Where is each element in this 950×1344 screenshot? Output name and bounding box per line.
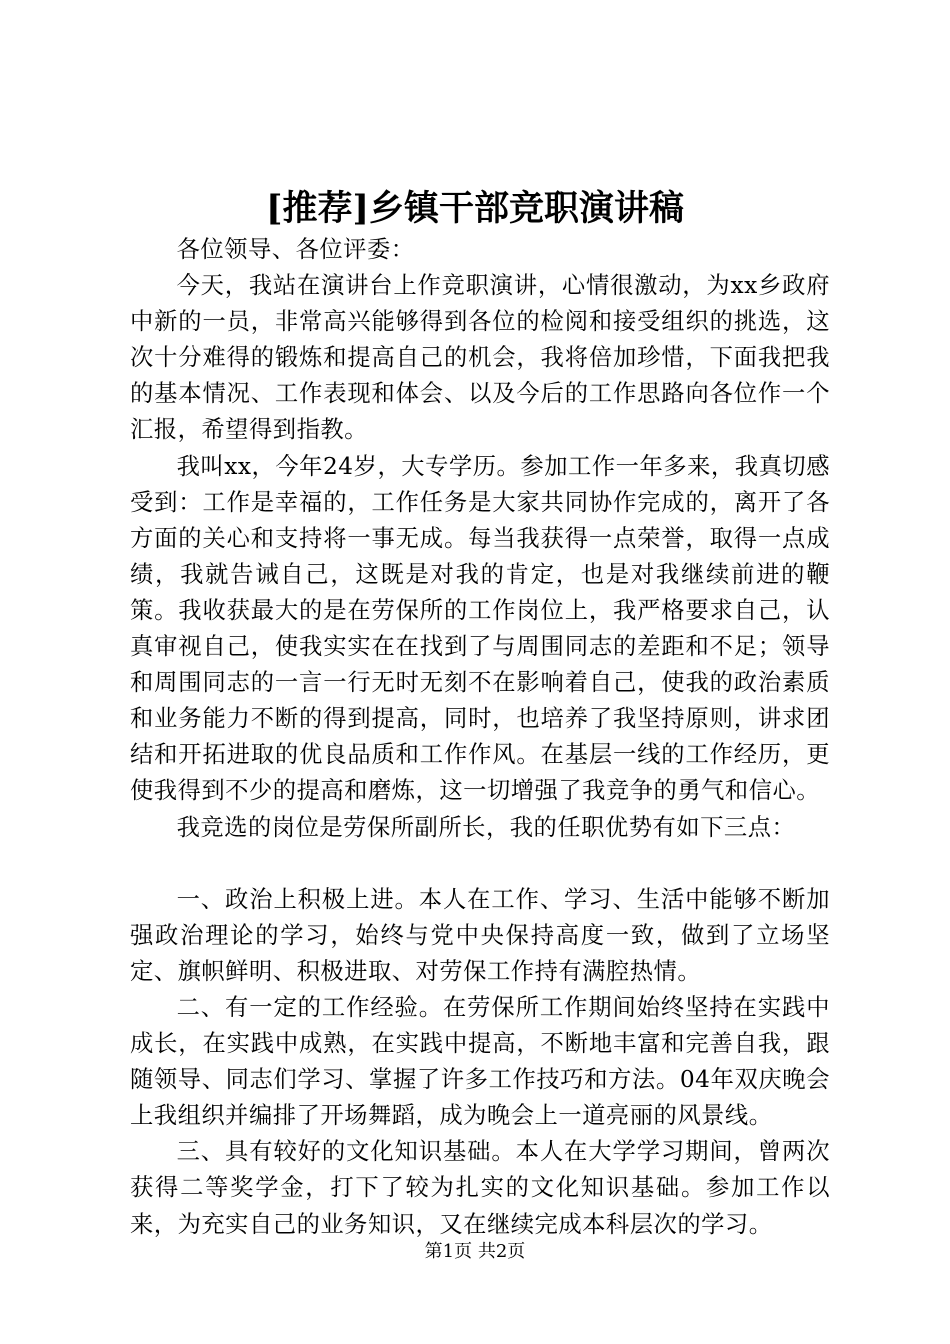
document-title: [推荐]乡镇干部竞职演讲稿 xyxy=(265,188,685,229)
paragraph-background: 我叫xx，今年24岁，大专学历。参加工作一年多来，我真切感受到：工作是幸福的，工作任务是大家共同协作完成的，离开了各方面的关心和支持将一事无成。每当我获得一点荣誉，取得一点成绩，我就告诫自己，这既是对我的肯定，也是对我继续前进的鞭策。我收获最大的是在劳保所的工作岗位上，我严格要求自己，认真审视自己，使我实实在在找到了与周围同志的差距和不足；领导和周围同志的一言一行无时无刻不在影响着自己，使我的政治素质和业务能力不断的得到提高，同时，也培养了我坚持原则，讲求团结和开拓进取的优良品质和工作作风。在基层一线的工作经历，更使我得到不少的提高和磨炼，这一切增强了我竞争的勇气和信心。 xyxy=(130,452,830,805)
document-body xyxy=(130,232,830,1243)
paragraph-intro: 今天，我站在演讲台上作竞职演讲，心情很激动，为xx乡政府中新的一员，非常高兴能够得到各位的检阅和接受组织的挑选，这次十分难得的锻炼和提高自己的机会，我将倍加珍惜，下面我把我的基本情况、工作表现和体会、以及今后的工作思路向各位作一个汇报，希望得到指教。 xyxy=(130,272,830,444)
salutation: 各位领导、各位评委： xyxy=(176,236,415,263)
paragraph-advantage-3: 三、具有较好的文化知识基础。本人在大学学习期间，曾两次获得二等奖学金，打下了较为扎实的文化知识基础。参加工作以来，为充实自己的业务知识，又在继续完成本科层次的学习。 xyxy=(130,1138,830,1238)
paragraph-spacer xyxy=(130,846,830,882)
paragraph-position: 我竞选的岗位是劳保所副所长，我的任职优势有如下三点： xyxy=(176,813,796,841)
paragraph-advantage-2: 二、有一定的工作经验。在劳保所工作期间始终坚持在实践中成长，在实践中成熟，在实践中提高，不断地丰富和完善自我，跟随领导、同志们学习、掌握了许多工作技巧和方法。04年双庆晚会上我组织并编排了开场舞蹈，成为晚会上一道亮丽的风景线。 xyxy=(130,993,830,1130)
paragraph-advantage-1: 一、政治上积极上进。本人在工作、学习、生活中能够不断加强政治理论的学习，始终与党中央保持高度一致，做到了立场坚定、旗帜鲜明、积极进取、对劳保工作持有满腔热情。 xyxy=(130,885,830,985)
page-number: 第1页 共2页 xyxy=(424,1241,526,1262)
